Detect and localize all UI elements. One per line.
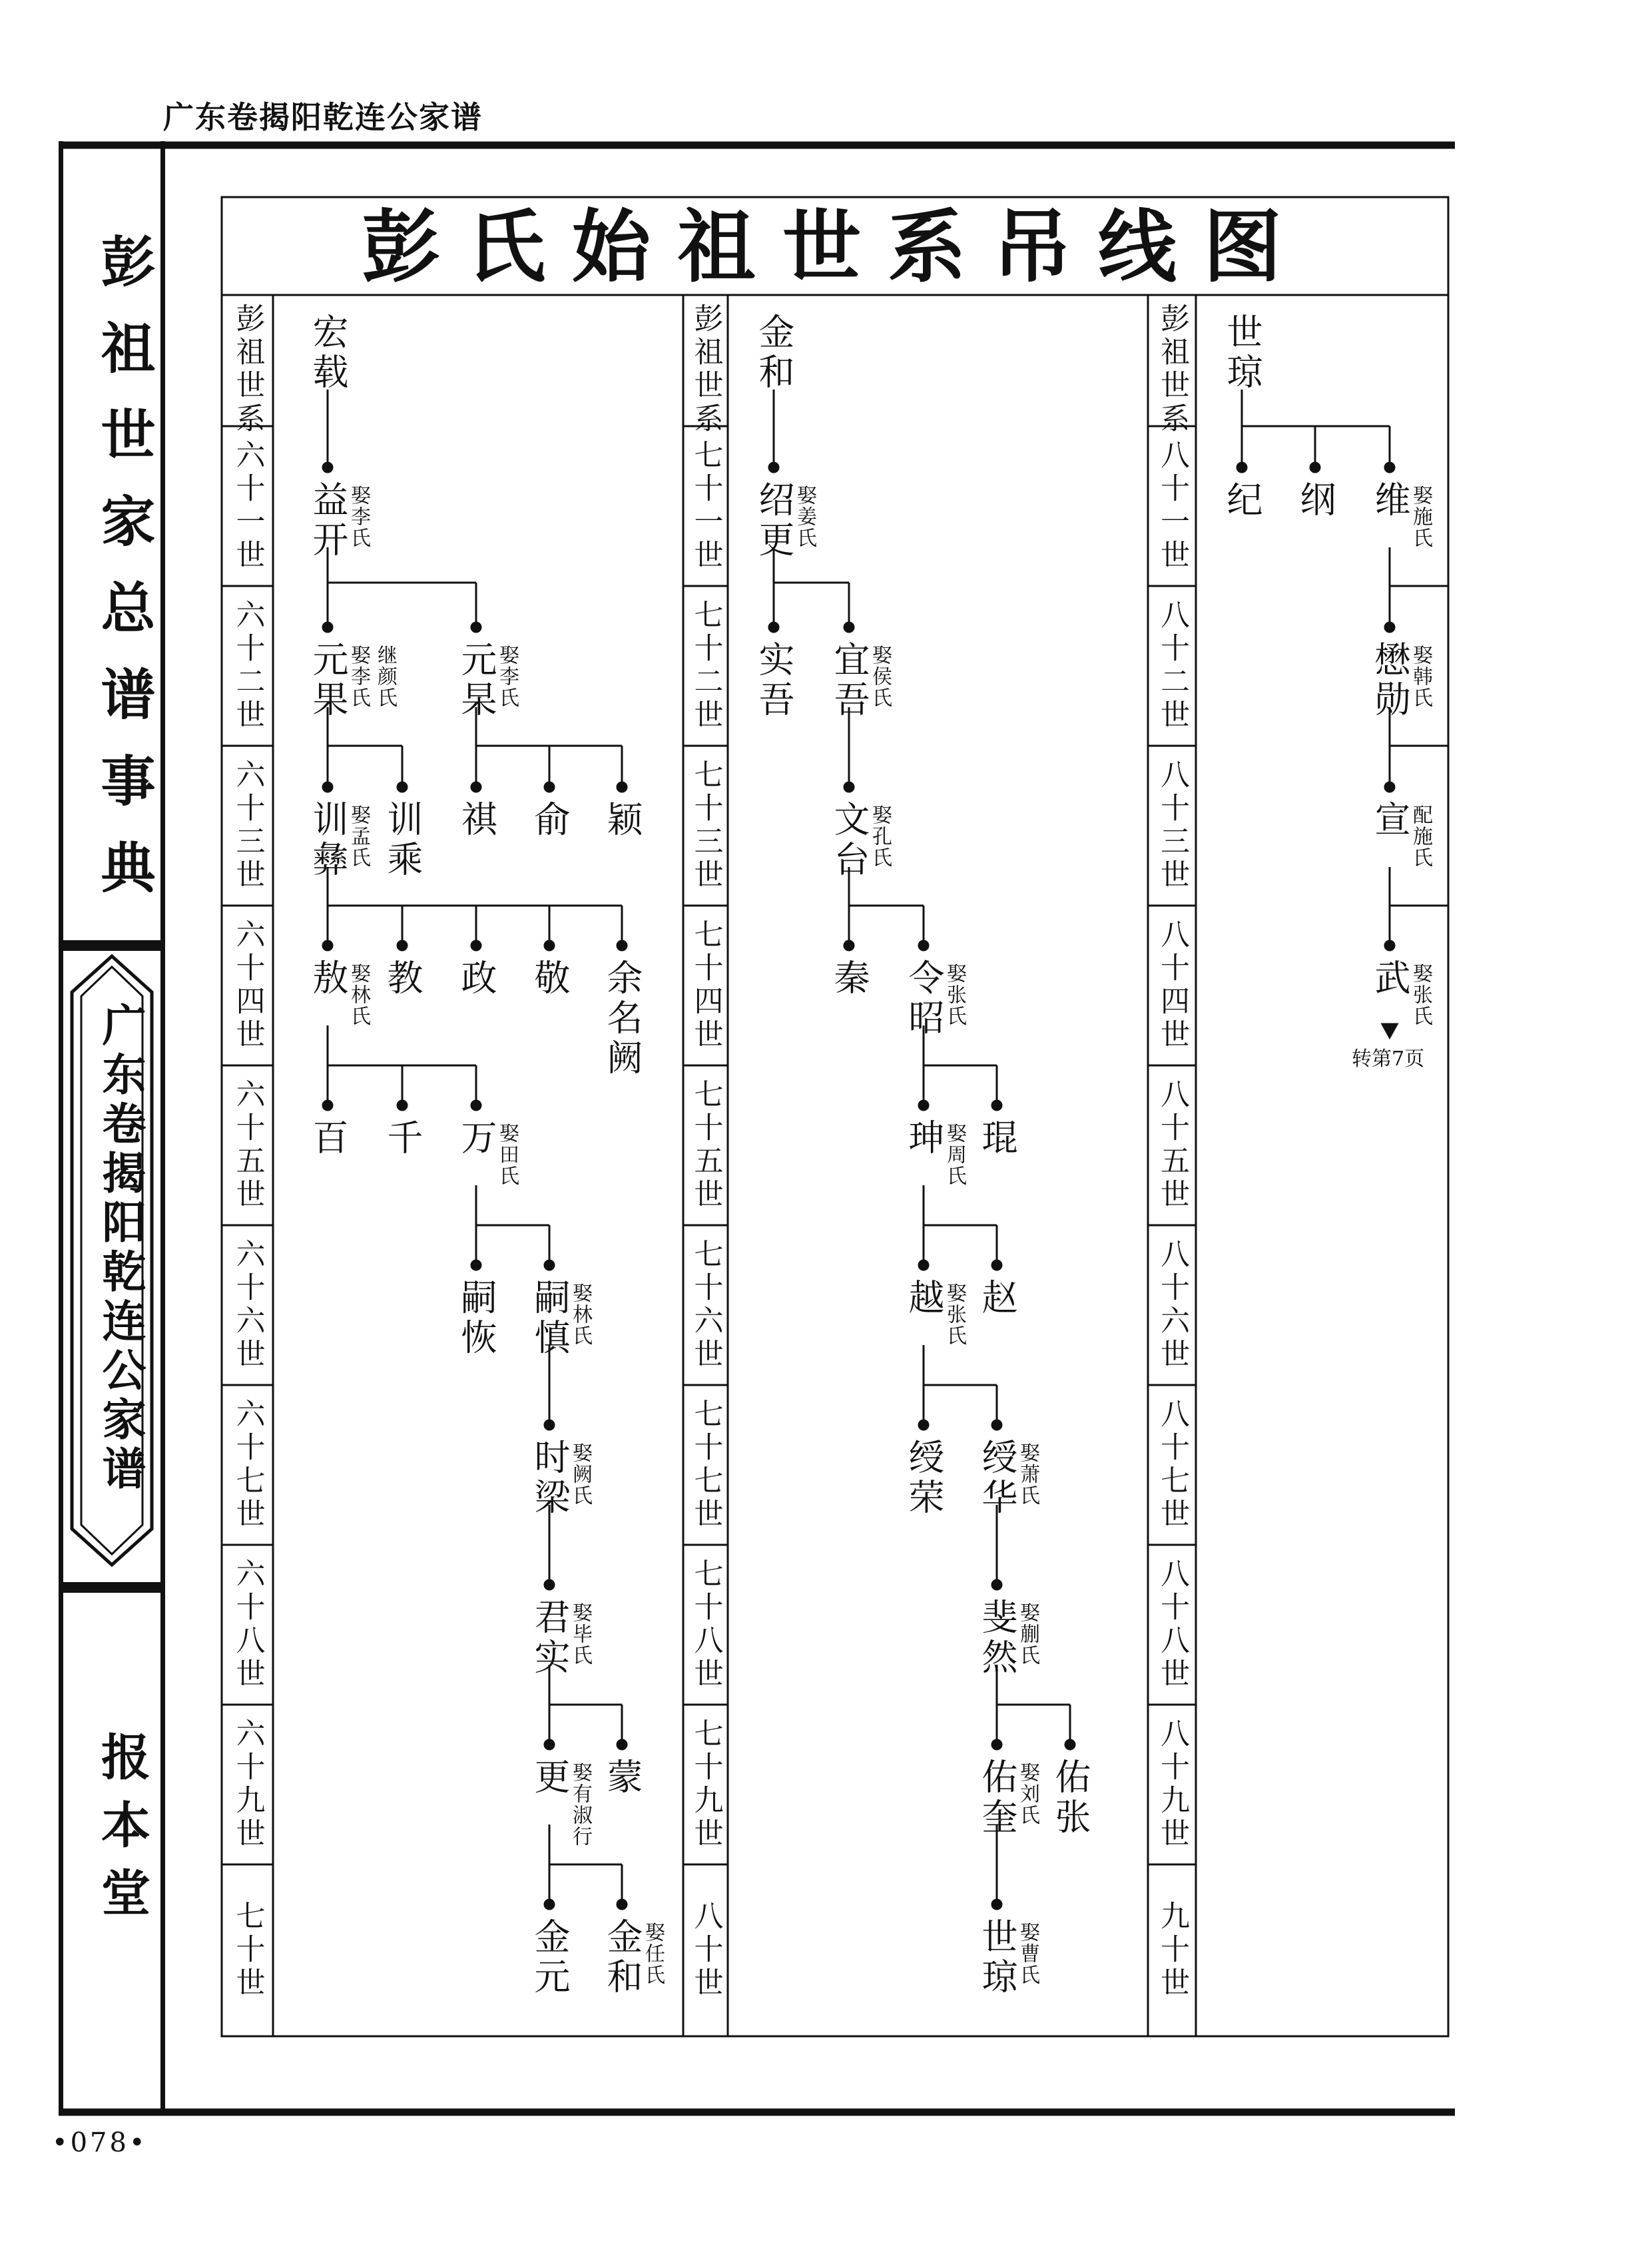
- node-dot: [545, 1261, 554, 1270]
- node-dot: [844, 623, 854, 632]
- generation-label: 六十七世: [230, 1398, 265, 1532]
- person-name: 珅: [903, 1119, 945, 1159]
- sidebar-hall-name: 报本堂: [93, 1731, 150, 1935]
- node-dot: [545, 941, 554, 950]
- person-name: 绍更: [753, 481, 795, 561]
- spouse-note: 娶张氏: [943, 1282, 966, 1346]
- person-name: 时梁: [529, 1438, 571, 1518]
- generation-label: 六十三世: [230, 759, 265, 892]
- node-dot: [323, 941, 332, 950]
- spouse-note: 娶刘氏: [1016, 1762, 1039, 1826]
- spouse-note: 娶田氏: [495, 1123, 519, 1187]
- spouse-note: 娶孟氏: [347, 804, 370, 868]
- generation-label: 七十六世: [688, 1239, 723, 1372]
- node-dot: [844, 782, 854, 792]
- generation-label: 八十三世: [1155, 759, 1189, 892]
- generation-label: 七十一世: [688, 439, 723, 573]
- generation-label: 六十六世: [230, 1239, 265, 1372]
- generation-label: 六十二世: [230, 599, 265, 732]
- person-name: 实吾: [753, 641, 795, 720]
- spouse-note: 娶萧氏: [1016, 1442, 1039, 1506]
- person-name: 金元: [529, 1918, 571, 1998]
- node-dot: [919, 1101, 928, 1110]
- spouse-note: 娶李氏: [495, 645, 519, 708]
- person-name: 君实: [529, 1598, 571, 1678]
- generation-label: 八十一世: [1155, 439, 1189, 573]
- generation-label: 六十五世: [230, 1079, 265, 1212]
- generation-label: 六十九世: [230, 1718, 265, 1851]
- spouse-note: 娶任氏: [641, 1922, 665, 1986]
- spouse-note: 娶林氏: [347, 963, 370, 1027]
- spouse-note: 配施氏: [1409, 804, 1432, 868]
- generation-label: 八十五世: [1155, 1079, 1189, 1212]
- generation-header: 彭祖世系: [688, 303, 723, 436]
- generation-label: 七十八世: [688, 1558, 723, 1691]
- node-dot: [992, 1740, 1001, 1749]
- node-dot: [919, 1420, 928, 1430]
- sidebar-title: 彭祖世家总谱事典: [92, 233, 156, 926]
- person-name: 教: [382, 959, 423, 999]
- person-name: 武: [1369, 959, 1411, 999]
- person-name: 颖: [601, 800, 643, 840]
- remark-note: 继颜氏: [374, 645, 397, 708]
- spouse-note: 娶曹氏: [1016, 1922, 1039, 1986]
- node-dot: [545, 782, 554, 792]
- spouse-note: 娶韩氏: [1409, 645, 1432, 708]
- node-dot: [992, 1580, 1001, 1589]
- node-dot: [992, 1900, 1001, 1909]
- generation-label: 七十七世: [688, 1398, 723, 1532]
- continue-arrow: [1382, 1024, 1397, 1037]
- person-name: 政: [455, 959, 497, 999]
- person-name: 佑张: [1049, 1758, 1091, 1838]
- spouse-note: 娶孔氏: [868, 804, 892, 868]
- person-name: 更: [529, 1758, 571, 1798]
- spouse-note: 娶张氏: [943, 963, 966, 1027]
- generation-label: 八十八世: [1155, 1558, 1189, 1691]
- node-dot: [1385, 623, 1394, 632]
- node-dot: [471, 1261, 481, 1270]
- node-dot: [1385, 463, 1394, 472]
- person-name: 绶荣: [903, 1438, 945, 1518]
- generation-label: 八十世: [688, 1900, 723, 2000]
- node-dot: [617, 941, 627, 950]
- generation-label: 八十九世: [1155, 1718, 1189, 1851]
- generation-label: 七十九世: [688, 1718, 723, 1851]
- person-name: 赵: [976, 1278, 1018, 1318]
- person-name: 琨: [976, 1119, 1018, 1159]
- node-dot: [545, 1740, 554, 1749]
- node-dot: [769, 623, 778, 632]
- person-name: 蒙: [601, 1758, 643, 1798]
- node-dot: [992, 1101, 1001, 1110]
- person-name: 纪: [1221, 481, 1263, 521]
- person-name: 世琼: [1221, 313, 1263, 393]
- person-name: 绶华: [976, 1438, 1018, 1518]
- person-name: 佑奎: [976, 1758, 1018, 1838]
- person-name: 维: [1369, 481, 1411, 521]
- spouse-note: 娶李氏: [347, 485, 370, 549]
- person-name: 俞: [529, 800, 571, 840]
- generation-label: 八十二世: [1155, 599, 1189, 732]
- person-name: 纲: [1294, 481, 1336, 521]
- spouse-note: 娶姜氏: [793, 485, 816, 549]
- node-dot: [471, 782, 481, 792]
- person-name: 敖: [307, 959, 349, 999]
- person-name: 文台: [828, 800, 870, 880]
- generation-label: 七十三世: [688, 759, 723, 892]
- generation-label: 八十四世: [1155, 919, 1189, 1052]
- continue-page-note: 转第7页: [1352, 1047, 1425, 1071]
- page-number: •078•: [52, 2127, 148, 2158]
- person-name: 嗣恢: [455, 1278, 497, 1358]
- person-name: 训乘: [382, 800, 423, 880]
- spouse-note: 娶蒯氏: [1016, 1602, 1039, 1666]
- spouse-note: 娶有淑行: [569, 1762, 592, 1847]
- spouse-note: 娶李氏: [347, 645, 370, 708]
- node-dot: [398, 1101, 407, 1110]
- person-name: 元杲: [455, 641, 497, 720]
- person-name: 万: [455, 1119, 497, 1159]
- node-dot: [471, 1101, 481, 1110]
- node-dot: [992, 1420, 1001, 1430]
- person-name: 令昭: [903, 959, 945, 1039]
- node-dot: [545, 1420, 554, 1430]
- person-name: 金和: [601, 1918, 643, 1998]
- generation-label: 六十一世: [230, 439, 265, 573]
- person-name: 余名阙: [601, 959, 643, 1079]
- node-dot: [323, 463, 332, 472]
- person-name: 斐然: [976, 1598, 1018, 1678]
- spouse-note: 娶施氏: [1409, 485, 1432, 549]
- node-dot: [398, 782, 407, 792]
- running-header: 广东卷揭阳乾连公家谱: [163, 99, 483, 135]
- node-dot: [992, 1261, 1001, 1270]
- person-name: 宣: [1369, 800, 1411, 840]
- chart-title: 彭氏始祖世系吊线图: [361, 200, 1308, 293]
- person-name: 越: [903, 1278, 945, 1318]
- generation-label: 六十八世: [230, 1558, 265, 1691]
- sidebar-subtitle: 广东卷揭阳乾连公家谱: [95, 1002, 146, 1495]
- person-name: 宏载: [307, 313, 349, 393]
- node-dot: [398, 941, 407, 950]
- person-name: 元果: [307, 641, 349, 720]
- node-dot: [1385, 782, 1394, 792]
- node-dot: [844, 941, 854, 950]
- node-dot: [323, 1101, 332, 1110]
- generation-label: 六十四世: [230, 919, 265, 1052]
- node-dot: [1065, 1740, 1075, 1749]
- node-dot: [617, 1900, 627, 1909]
- node-dot: [1385, 941, 1394, 950]
- person-name: 世琼: [976, 1918, 1018, 1998]
- person-name: 嗣慎: [529, 1278, 571, 1358]
- person-name: 训彝: [307, 800, 349, 880]
- node-dot: [323, 782, 332, 792]
- spouse-note: 娶侯氏: [868, 645, 892, 708]
- person-name: 祺: [455, 800, 497, 840]
- node-dot: [1310, 463, 1320, 472]
- generation-label: 七十二世: [688, 599, 723, 732]
- generation-label: 七十五世: [688, 1079, 723, 1212]
- person-name: 千: [382, 1119, 423, 1159]
- node-dot: [617, 1740, 627, 1749]
- node-dot: [323, 623, 332, 632]
- person-name: 宜吾: [828, 641, 870, 720]
- generation-label: 九十世: [1155, 1900, 1189, 2000]
- person-name: 敬: [529, 959, 571, 999]
- node-dot: [471, 941, 481, 950]
- person-name: 百: [307, 1119, 349, 1159]
- node-dot: [919, 1261, 928, 1270]
- node-dot: [617, 782, 627, 792]
- person-name: 秦: [828, 959, 870, 999]
- node-dot: [471, 623, 481, 632]
- spouse-note: 娶阙氏: [569, 1442, 592, 1506]
- node-dot: [545, 1580, 554, 1589]
- node-dot: [769, 463, 778, 472]
- person-name: 益开: [307, 481, 349, 561]
- node-dot: [1237, 463, 1246, 472]
- spouse-note: 娶林氏: [569, 1282, 592, 1346]
- spouse-note: 娶张氏: [1409, 963, 1432, 1027]
- generation-label: 八十七世: [1155, 1398, 1189, 1532]
- spouse-note: 娶毕氏: [569, 1602, 592, 1666]
- spouse-note: 娶周氏: [943, 1123, 966, 1187]
- node-dot: [919, 941, 928, 950]
- node-dot: [545, 1900, 554, 1909]
- generation-label: 七十四世: [688, 919, 723, 1052]
- generation-header: 彭祖世系: [1155, 303, 1189, 436]
- person-name: 懋勋: [1369, 641, 1411, 720]
- generation-label: 八十六世: [1155, 1239, 1189, 1372]
- generation-header: 彭祖世系: [230, 303, 265, 436]
- person-name: 金和: [753, 313, 795, 393]
- generation-label: 七十世: [230, 1900, 265, 2000]
